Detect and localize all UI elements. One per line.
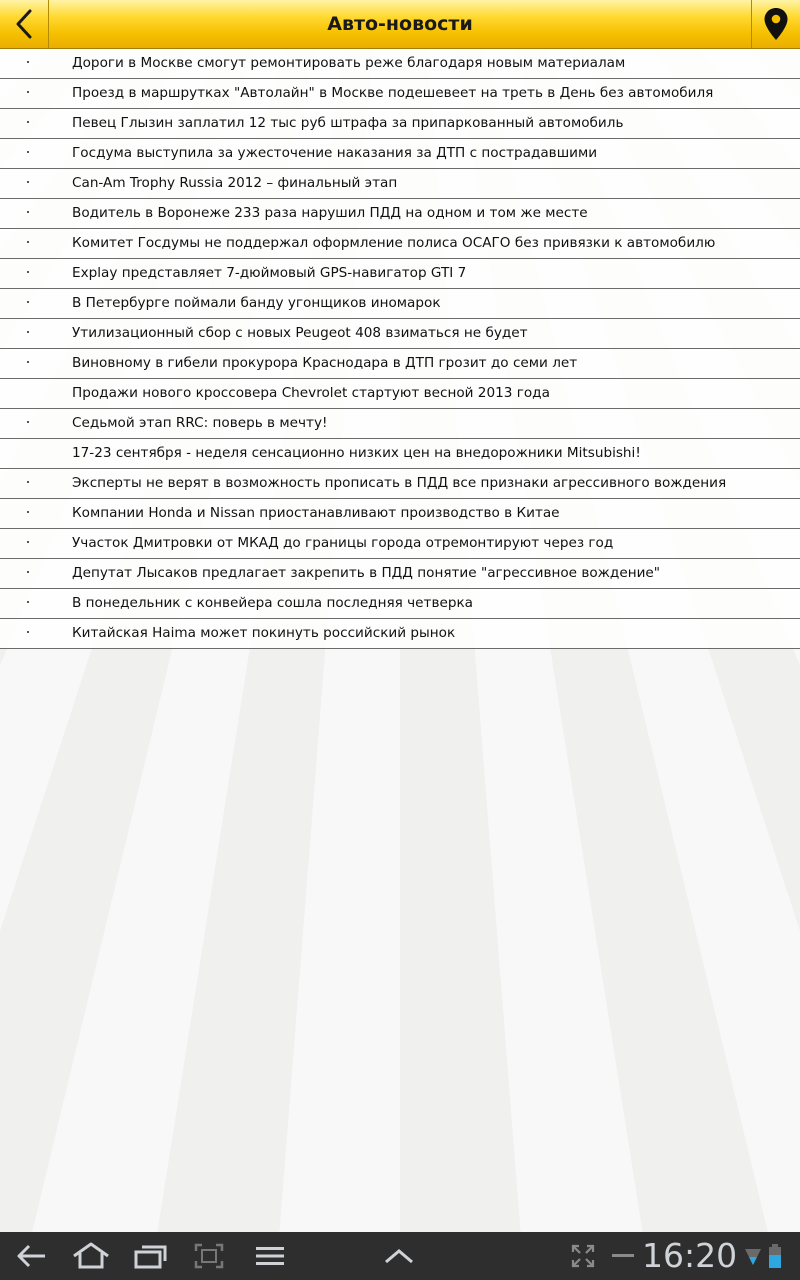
bullet-icon xyxy=(27,211,29,213)
bullet-icon xyxy=(27,181,29,183)
recent-apps-icon[interactable] xyxy=(134,1238,168,1274)
news-title: 17-23 сентября - неделя сенсационно низких цен на внедорожники Mitsubishi! xyxy=(72,445,641,461)
bullet-icon xyxy=(27,511,29,513)
news-title: Дороги в Москве смогут ремонтировать реже благодаря новым материалам xyxy=(72,55,626,71)
bullet-icon xyxy=(27,331,29,333)
news-list-item[interactable] xyxy=(0,109,800,139)
page-title: Авто-новости xyxy=(327,13,473,35)
bullet-icon xyxy=(27,571,29,573)
news-list-item[interactable] xyxy=(0,619,800,649)
minus-icon xyxy=(612,1238,634,1274)
news-list-item[interactable] xyxy=(0,499,800,529)
news-title: Госдума выступила за ужесточение наказания за ДТП с пострадавшими xyxy=(72,145,598,161)
news-title: Певец Глызин заплатил 12 тыс руб штрафа за припаркованный автомобиль xyxy=(72,115,624,131)
bullet-icon xyxy=(27,91,29,93)
bullet-icon xyxy=(27,301,29,303)
news-list-item[interactable] xyxy=(0,529,800,559)
news-list-item[interactable] xyxy=(0,289,800,319)
news-list-item[interactable] xyxy=(0,259,800,289)
news-list-item[interactable] xyxy=(0,169,800,199)
menu-icon[interactable] xyxy=(255,1238,285,1274)
bullet-icon xyxy=(27,361,29,363)
bullet-icon xyxy=(27,601,29,603)
back-button[interactable] xyxy=(0,0,49,48)
news-list-item[interactable] xyxy=(0,379,800,409)
news-title: Депутат Лысаков предлагает закрепить в ПДД понятие "агрессивное вождение" xyxy=(72,565,661,581)
news-title: В Петербурге поймали банду угонщиков иномарок xyxy=(72,295,441,311)
fullscreen-icon[interactable] xyxy=(571,1238,595,1274)
chevron-left-icon xyxy=(14,9,34,39)
news-list-item[interactable] xyxy=(0,229,800,259)
news-list-item[interactable] xyxy=(0,349,800,379)
news-title: Комитет Госдумы не поддержал оформление полиса ОСАГО без привязки к автомобилю xyxy=(72,235,716,251)
news-list-item[interactable] xyxy=(0,439,800,469)
bullet-icon xyxy=(27,421,29,423)
bullet-icon xyxy=(27,541,29,543)
news-title: Седьмой этап RRC: поверь в мечту! xyxy=(72,415,328,431)
news-title: Виновному в гибели прокурора Краснодара в ДТП грозит до семи лет xyxy=(72,355,578,371)
news-list-item[interactable] xyxy=(0,199,800,229)
news-list-item[interactable] xyxy=(0,409,800,439)
news-list-item[interactable] xyxy=(0,559,800,589)
news-list-item[interactable] xyxy=(0,469,800,499)
bullet-icon xyxy=(27,61,29,63)
news-title: Explay представляет 7-дюймовый GPS-навигатор GTI 7 xyxy=(72,265,467,281)
news-title: Проезд в маршрутках "Автолайн" в Москве подешевеет на треть в День без автомобиля xyxy=(72,85,714,101)
news-title: Can-Am Trophy Russia 2012 – финальный этап xyxy=(72,175,398,191)
news-list-item[interactable] xyxy=(0,79,800,109)
news-list-item[interactable] xyxy=(0,49,800,79)
wifi-icon xyxy=(744,1238,762,1274)
map-pin-icon xyxy=(763,7,789,41)
back-arrow-icon[interactable] xyxy=(14,1238,48,1274)
news-title: Компании Honda и Nissan приостанавливают производство в Китае xyxy=(72,505,560,521)
news-list-item[interactable] xyxy=(0,589,800,619)
chevron-up-icon[interactable] xyxy=(383,1238,415,1274)
news-title: Утилизационный сбор с новых Peugeot 408 взиматься не будет xyxy=(72,325,528,341)
news-title: Участок Дмитровки от МКАД до границы города отремонтируют через год xyxy=(72,535,614,551)
news-title: Эксперты не верят в возможность прописать в ПДД все признаки агрессивного вождения xyxy=(72,475,727,491)
bullet-icon xyxy=(27,151,29,153)
location-button[interactable] xyxy=(751,0,800,48)
screenshot-icon[interactable] xyxy=(193,1238,225,1274)
status-clock: 16:20 xyxy=(642,1236,738,1275)
bullet-icon xyxy=(27,631,29,633)
news-title: Продажи нового кроссовера Chevrolet стартуют весной 2013 года xyxy=(72,385,550,401)
news-list-item[interactable] xyxy=(0,139,800,169)
system-navigation-bar xyxy=(0,1232,800,1280)
bullet-icon xyxy=(27,121,29,123)
bullet-icon xyxy=(27,481,29,483)
news-list-item[interactable] xyxy=(0,319,800,349)
news-title: Водитель в Воронеже 233 раза нарушил ПДД на одном и том же месте xyxy=(72,205,588,221)
bullet-icon xyxy=(27,271,29,273)
app-header xyxy=(0,0,800,49)
battery-icon xyxy=(768,1238,782,1274)
bullet-icon xyxy=(27,241,29,243)
home-icon[interactable] xyxy=(70,1238,112,1274)
news-title: В понедельник с конвейера сошла последняя четверка xyxy=(72,595,474,611)
news-list xyxy=(0,49,800,649)
news-title: Китайская Haima может покинуть российский рынок xyxy=(72,625,456,641)
